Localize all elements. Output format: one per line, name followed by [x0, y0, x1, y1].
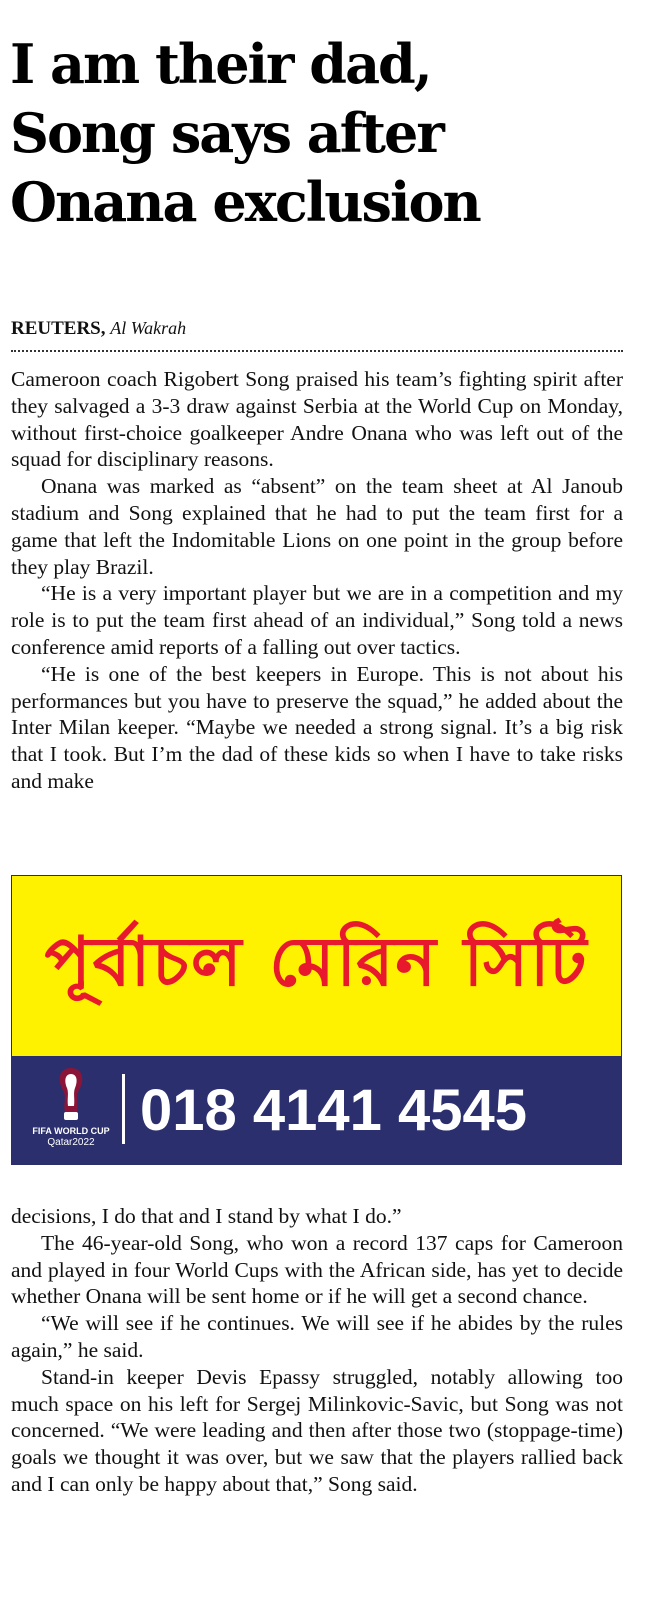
fifa-world-cup-logo [26, 1066, 116, 1158]
headline-line: I am their dad, [10, 32, 431, 96]
advertisement-banner[interactable] [11, 875, 622, 1165]
byline-place: Al Wakrah [110, 318, 187, 338]
article-paragraph: Cameroon coach Rigobert Song praised his team’s fighting spirit after they salvaged a 3-3 draw against Serbia at the World Cup on Monday, without first-choice goalkeeper Andre Onana who was left out of the squad for disciplinary reasons. [11, 367, 623, 472]
ad-contact-band [12, 1056, 621, 1165]
byline [11, 318, 186, 340]
article-body-top [11, 366, 623, 795]
article-paragraph: “He is a very important player but we are in a competition and my role is to put the team first ahead of an individual,” Song told a news conference amid reports of a falling out over tactics. [11, 581, 623, 659]
ad-title-band [12, 876, 621, 1056]
headline [10, 30, 635, 237]
byline-agency: REUTERS, [11, 318, 106, 339]
headline-line: Song says after [10, 101, 443, 165]
ad-bengali-title: পূর্বাচল মেরিন সিটি [44, 923, 589, 1002]
article-paragraph: decisions, I do that and I stand by what I do.” [11, 1204, 402, 1228]
dotted-divider [11, 350, 623, 352]
fifa-logo-line1: FIFA WORLD CUP [32, 1126, 110, 1136]
fifa-world-cup-trophy-icon [55, 1066, 87, 1124]
headline-line: Onana exclusion [10, 170, 480, 234]
ad-phone-number[interactable]: 018 4141 4545 [140, 1078, 528, 1143]
article-paragraph: Stand-in keeper Devis Epassy struggled, notably allowing too much space on his left for Sergej Milinkovic-Savic, but Song was not concerned. “We were leading and then after those two (stoppage-time) goals we thought it was over, but we saw that the players rallied back and I can only be happy about that,” Song said. [11, 1364, 623, 1496]
fifa-logo-text [26, 1126, 116, 1148]
article-paragraph: “He is one of the best keepers in Europe. This is not about his performances but you have to preserve the squad,” he added about the Inter Milan keeper. “Maybe we needed a strong signal. It’s a big risk that I took. But I’m the dad of these kids so when I have to take risks and make [11, 661, 623, 793]
fifa-logo-line2: Qatar2022 [47, 1137, 95, 1148]
ad-divider [122, 1074, 125, 1144]
article-body-bottom [11, 1203, 623, 1498]
article-paragraph: Onana was marked as “absent” on the team sheet at Al Janoub stadium and Song explained that he had to put the team first for a game that left the Indomitable Lions on one point in the group before they play Brazil. [11, 474, 623, 579]
article-paragraph: The 46-year-old Song, who won a record 137 caps for Cameroon and played in four World Cups with the African side, has yet to decide whether Onana will be sent home or if he will get a second chance. [11, 1230, 623, 1309]
article-paragraph: “We will see if he continues. We will see if he abides by the rules again,” he said. [11, 1311, 623, 1362]
